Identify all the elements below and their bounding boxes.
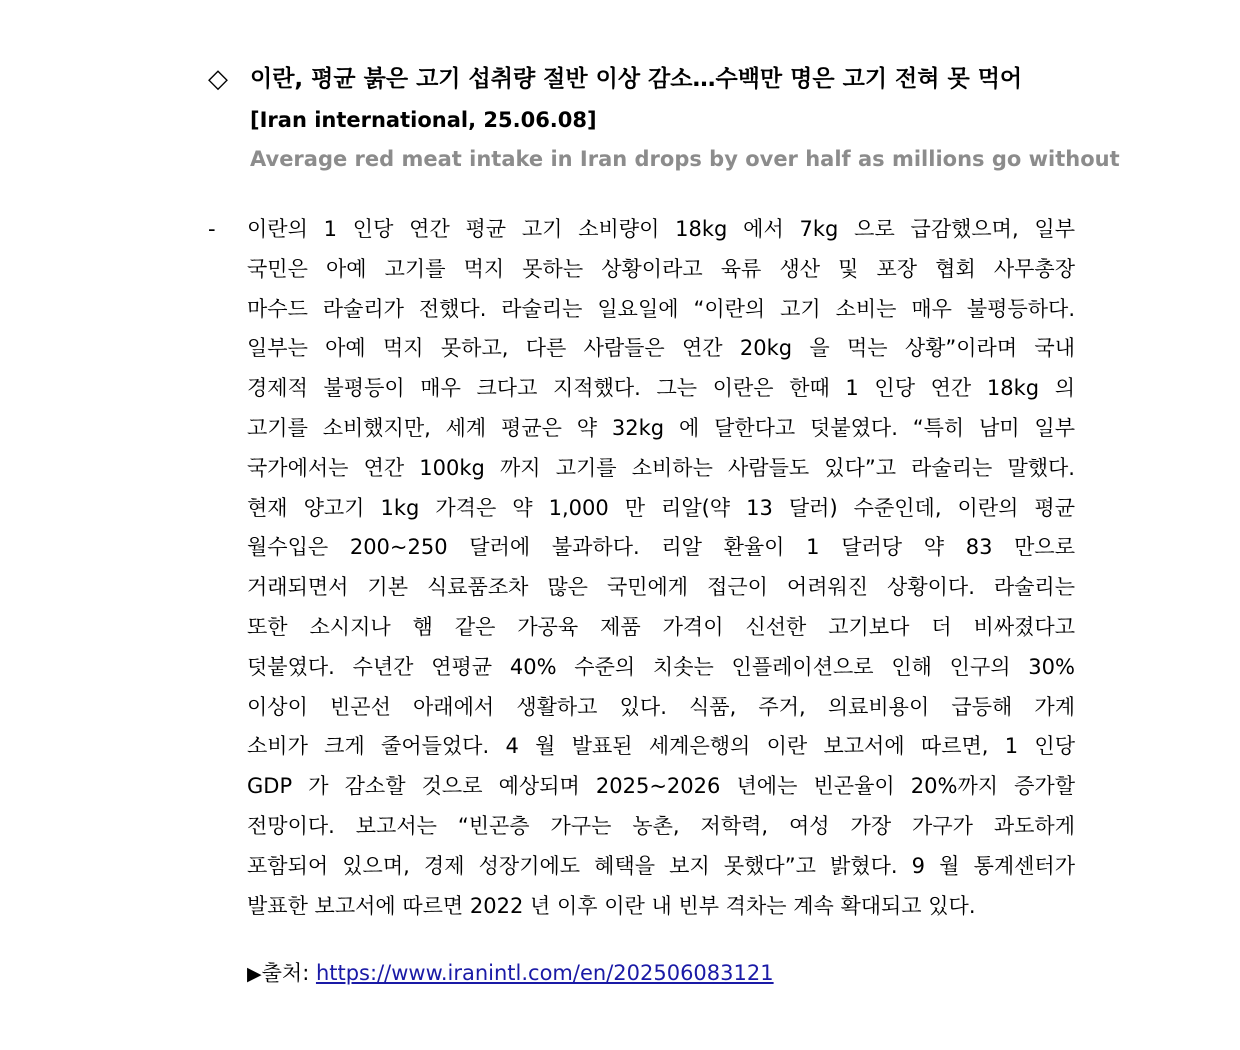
body-line: GDP 가 감소할 것으로 예상되며 2025~2026 년에는 빈곤율이 20%까지 증가할 bbox=[247, 774, 1075, 799]
source-row bbox=[247, 957, 774, 990]
body-line: 현재 양고기 1kg 가격은 약 1,000 만 리알(약 13 달러) 수준인데, 이란의 평균 bbox=[247, 495, 1075, 520]
body-line: 이란의 1 인당 연간 평균 고기 소비량이 18kg 에서 7kg 으로 급감했으며, 일부 bbox=[247, 217, 1075, 241]
body-line: 전망이다. 보고서는 “빈곤층 가구는 농촌, 저학력, 여성 가장 가구가 과도하게 bbox=[247, 813, 1075, 838]
article-headline: 이란, 평균 붉은 고기 섭취량 절반 이상 감소…수백만 명은 고기 전혀 못 먹어 bbox=[250, 66, 1023, 92]
source-label: 출처: bbox=[261, 961, 316, 985]
body-line: 또한 소시지나 햄 같은 가공육 제품 가격이 신선한 고기보다 더 비싸졌다고 bbox=[247, 614, 1075, 639]
body-line: 이상이 빈곤선 아래에서 생활하고 있다. 식품, 주거, 의료비용이 급등해 가계 bbox=[247, 694, 1075, 719]
diamond-bullet-icon: ◇ bbox=[208, 64, 228, 94]
body-line: 국민은 아예 고기를 먹지 못하는 상황이라고 육류 생산 및 포장 협회 사무총장 bbox=[247, 256, 1075, 281]
body-line: 고기를 소비했지만, 세계 평균은 약 32kg 에 달한다고 덧붙였다. “특히 남미 일부 bbox=[247, 415, 1075, 440]
triangle-right-icon: ▶ bbox=[247, 963, 262, 985]
body-line: 마수드 라술리가 전했다. 라술리는 일요일에 “이란의 고기 소비는 매우 불평등하다. bbox=[247, 296, 1075, 321]
body-line: 경제적 불평등이 매우 크다고 지적했다. 그는 이란은 한때 1 인당 연간 18kg 의 bbox=[247, 376, 1075, 401]
body-line: 포함되어 있으며, 경제 성장기에도 혜택을 보지 못했다”고 밝혔다. 9 월 통계센터가 bbox=[247, 853, 1075, 878]
source-link[interactable]: https://www.iranintl.com/en/202506083121 bbox=[315, 961, 774, 985]
list-marker: - bbox=[208, 217, 216, 241]
body-line: 발표한 보고서에 따르면 2022 년 이후 이란 내 빈부 격차는 계속 확대되고 있다. bbox=[247, 893, 976, 918]
body-line: 덧붙였다. 수년간 연평균 40% 수준의 치솟는 인플레이션으로 인해 인구의 30% bbox=[247, 654, 1075, 679]
source-tag: [Iran international, 25.06.08] bbox=[250, 108, 597, 132]
english-title: Average red meat intake in Iran drops by over half as millions go without bbox=[250, 147, 1120, 171]
body-line: 거래되면서 기본 식료품조차 많은 국민에게 접근이 어려워진 상황이다. 라술리는 bbox=[247, 575, 1075, 600]
body-line: 국가에서는 연간 100kg 까지 고기를 소비하는 사람들도 있다”고 라술리는 말했다. bbox=[247, 455, 1075, 480]
body-line: 소비가 크게 줄어들었다. 4 월 발표된 세계은행의 이란 보고서에 따르면, 1 인당 bbox=[247, 734, 1075, 759]
body-line: 일부는 아예 먹지 못하고, 다른 사람들은 연간 20kg 을 먹는 상황”이라며 국내 bbox=[247, 336, 1075, 361]
article-body bbox=[247, 211, 1075, 927]
body-line: 월수입은 200~250 달러에 불과하다. 리알 환율이 1 달러당 약 83 만으로 bbox=[247, 535, 1075, 560]
